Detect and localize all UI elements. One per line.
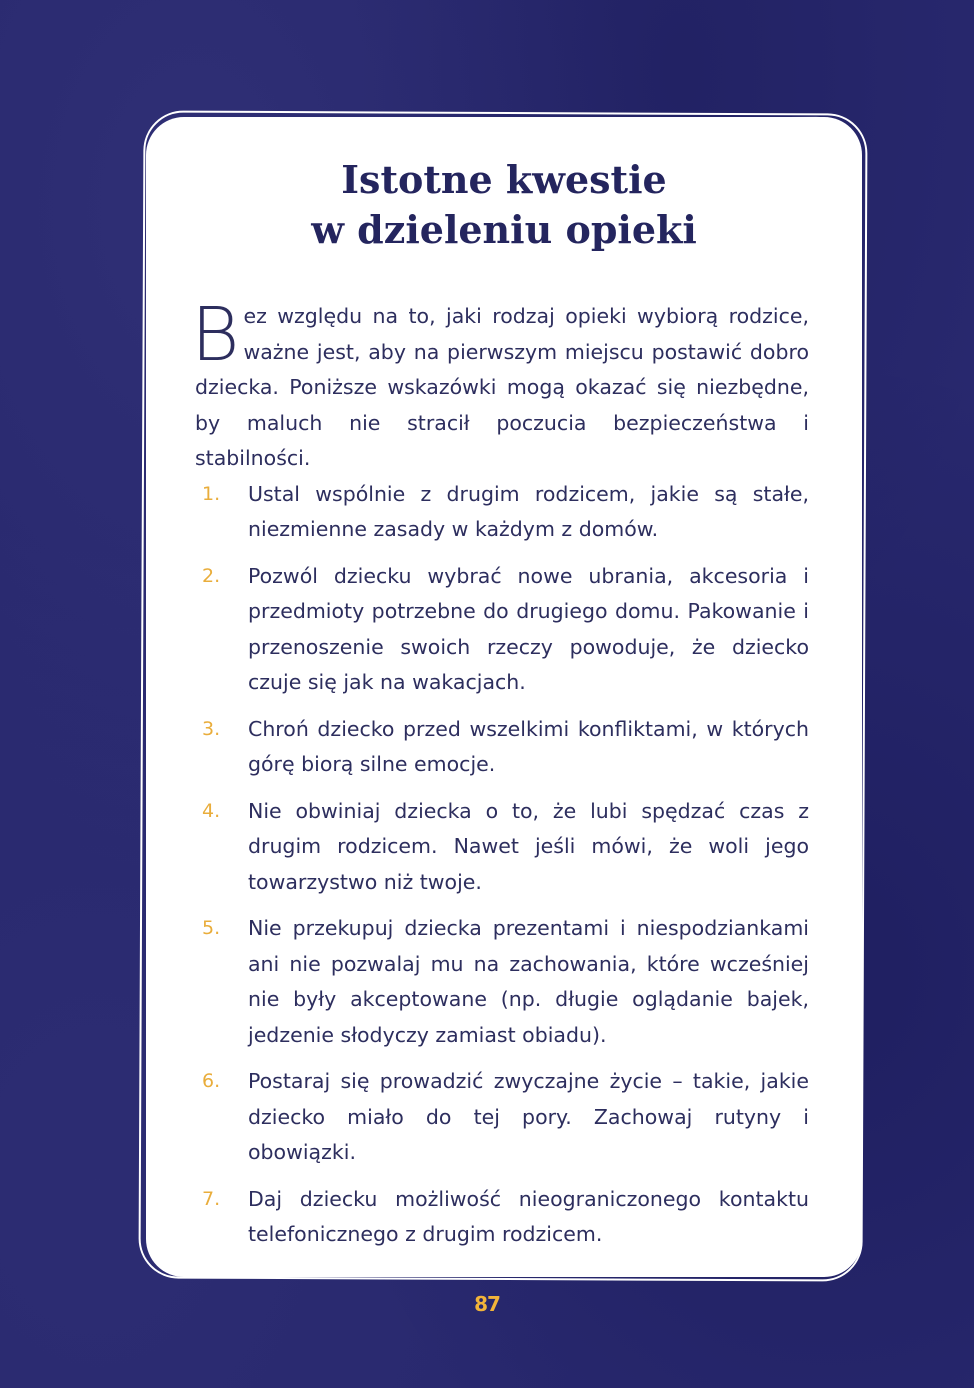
list-item (195, 559, 809, 701)
list-item (195, 1064, 809, 1171)
list-item (195, 1182, 809, 1253)
list-item-number: 6. (202, 1070, 221, 1092)
article-body (191, 292, 809, 1264)
intro-text: ez względu na to, jaki rodzaj opieki wybiorą rodzice, ważne jest, aby na pierwszym miejscu postawić dobro dziecka. Poniższe wskazówki mogą okazać się niezbędne, by maluch nie stracił poczucia bezpieczeństwa i stabilności. (195, 304, 809, 470)
list-item-number: 5. (202, 917, 221, 939)
title-line-1: Istotne kwestie (341, 157, 667, 202)
list-item-text: Pozwól dziecku wybrać nowe ubrania, akcesoria i przedmioty potrzebne do drugiego domu. Pakowanie i przenoszenie swoich rzeczy powoduje, że dziecko czuje się jak na wakacjach. (248, 563, 809, 694)
list-item-number: 7. (202, 1187, 221, 1210)
list-item-text: Daj dziecku możliwość nieograniczonego kontaktu telefonicznego z drugim rodzicem. (248, 1186, 809, 1246)
list-item-number: 1. (202, 482, 221, 505)
page-number: 87 (474, 1292, 500, 1316)
list-item (195, 794, 809, 901)
list-item (195, 477, 809, 548)
list-item-text: Postaraj się prowadzić zwyczajne życie – takie, jakie dziecko miało do tej pory. Zachowaj rutyny i obowiązki. (248, 1069, 809, 1164)
page-title (146, 155, 862, 255)
title-line-2: w dzieleniu opieki (311, 207, 697, 252)
list-item-number: 4. (202, 799, 221, 822)
list-item-text: Ustal wspólnie z drugim rodzicem, jakie są stałe, niezmienne zasady w każdym z domów. (248, 481, 809, 541)
list-item (195, 911, 809, 1053)
list-item-text: Chroń dziecko przed wszelkimi konfliktami, w których górę biorą silne emocje. (248, 716, 809, 776)
list-item-text: Nie obwiniaj dziecka o to, że lubi spędzać czas z drugim rodzicem. Nawet jeśli mówi, że woli jego towarzystwo niż twoje. (248, 798, 809, 894)
list-item-text: Nie przekupuj dziecka prezentami i niespodziankami ani nie pozwalaj mu na zachowania, które wcześniej nie były akceptowane (np. długie oglądanie bajek, jedzenie słodyczy zamiast obiadu). (248, 916, 809, 1047)
intro-paragraph (191, 292, 809, 477)
tips-list (195, 477, 809, 1253)
list-item-number: 3. (202, 717, 221, 740)
drop-cap: B (191, 292, 240, 378)
list-item (195, 712, 809, 783)
list-item-number: 2. (202, 564, 221, 587)
